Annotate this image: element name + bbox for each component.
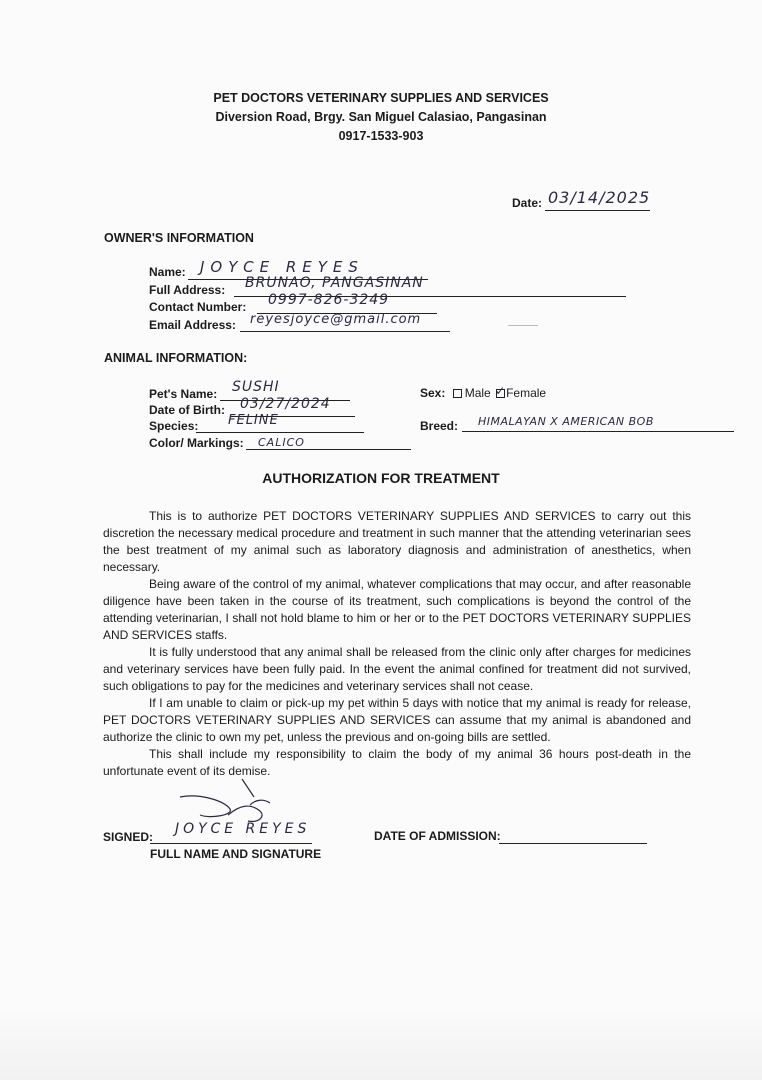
- sex-label: Sex:: [420, 386, 446, 400]
- owner-contact-label: Contact Number:: [149, 300, 247, 314]
- owner-address-label: Full Address:: [149, 283, 226, 297]
- sex-female-label: Female: [506, 386, 547, 400]
- authorization-paragraph-5: This shall include my responsibility to claim the body of my animal 36 hours post-death in the unfortunate event of its demise.: [103, 747, 691, 778]
- authorization-paragraph-3: It is fully understood that any animal shall be released from the clinic only after charges for medicines and veterinary services have been fully paid. In the event the animal confined for treatment did not survived, such obligations to pay for the medicines and veterinary services shall not cease.: [103, 645, 691, 693]
- signed-label: SIGNED:: [103, 830, 154, 844]
- owner-email-line: [240, 331, 450, 332]
- owner-email-value: reyesjoyce@gmail.com: [250, 312, 422, 327]
- check-mark-icon: ✓: [495, 384, 507, 399]
- clinic-address: Diversion Road, Brgy. San Miguel Calasiao, Pangasinan: [215, 110, 547, 124]
- owner-address-value: BRUNAO, PANGASINAN: [245, 275, 424, 291]
- species-line: [196, 432, 364, 433]
- breed-line: [462, 431, 734, 432]
- authorization-title: AUTHORIZATION FOR TREATMENT: [262, 470, 500, 486]
- authorization-paragraph-2: Being aware of the control of my animal, whatever complications that may occur, and after reasonable diligence have been taken in the course of its treatment, such complications is beyond the control of the attending veterinarian, I shall not hold blame to him or her or to the PET DOCTORS VETERINARY SUPPLIES AND SERVICES staffs.: [103, 577, 691, 642]
- sex-male-label: Male: [464, 386, 491, 400]
- sex-female-checkbox[interactable]: [495, 384, 507, 399]
- color-value: CALICO: [258, 436, 305, 449]
- stray-mark: [508, 325, 538, 326]
- owner-section-title: OWNER'S INFORMATION: [104, 231, 254, 245]
- date-label: Date:: [512, 196, 543, 210]
- pet-name-value: SUSHI: [232, 379, 280, 395]
- dob-label: Date of Birth:: [149, 403, 225, 417]
- owner-name-label: Name:: [149, 265, 186, 279]
- clinic-phone: 0917-1533-903: [338, 129, 424, 143]
- species-value: FELINE: [228, 413, 279, 428]
- sex-male-checkbox[interactable]: [453, 389, 462, 398]
- breed-value: HIMALAYAN X AMERICAN BOB: [478, 415, 654, 428]
- sex-field: [420, 386, 546, 400]
- species-label: Species:: [149, 419, 199, 433]
- admission-date-label: DATE OF ADMISSION:: [374, 829, 501, 843]
- signature-caption: FULL NAME AND SIGNATURE: [150, 847, 322, 861]
- breed-label: Breed:: [420, 419, 459, 433]
- scan-edge-shadow: [0, 1010, 762, 1080]
- owner-contact-value: 0997-826-3249: [268, 292, 390, 308]
- owner-name-value: JOYCE REYES: [200, 258, 364, 276]
- signed-line: [150, 843, 312, 844]
- animal-section-title: ANIMAL INFORMATION:: [104, 351, 248, 365]
- authorization-paragraph-1: This is to authorize PET DOCTORS VETERINARY SUPPLIES AND SERVICES to carry out this discretion the necessary medical procedure and treatment in such manner that the attending veterinarian sees the best treatment of my animal such as laboratory diagnosis and administration of anesthetics, when necessary.: [103, 509, 691, 574]
- color-line: [246, 449, 411, 450]
- date-line: [545, 210, 650, 211]
- clinic-name: PET DOCTORS VETERINARY SUPPLIES AND SERVICES: [213, 91, 549, 105]
- pet-name-label: Pet's Name:: [149, 387, 218, 401]
- authorization-paragraph-4: If I am unable to claim or pick-up my pet within 5 days with notice that my animal is ready for release, PET DOCTORS VETERINARY SUPPLIES AND SERVICES can assume that my animal is abandoned and authorize the clinic to own my pet, unless the previous and on-going bills are settled.: [103, 696, 691, 744]
- authorization-body: [103, 508, 691, 780]
- dob-value: 03/27/2024: [240, 396, 331, 412]
- color-label: Color/ Markings:: [149, 436, 244, 450]
- signed-value: JOYCE REYES: [175, 821, 311, 837]
- date-value: 03/14/2025: [548, 188, 651, 207]
- admission-date-line: [499, 843, 647, 844]
- owner-email-label: Email Address:: [149, 318, 236, 332]
